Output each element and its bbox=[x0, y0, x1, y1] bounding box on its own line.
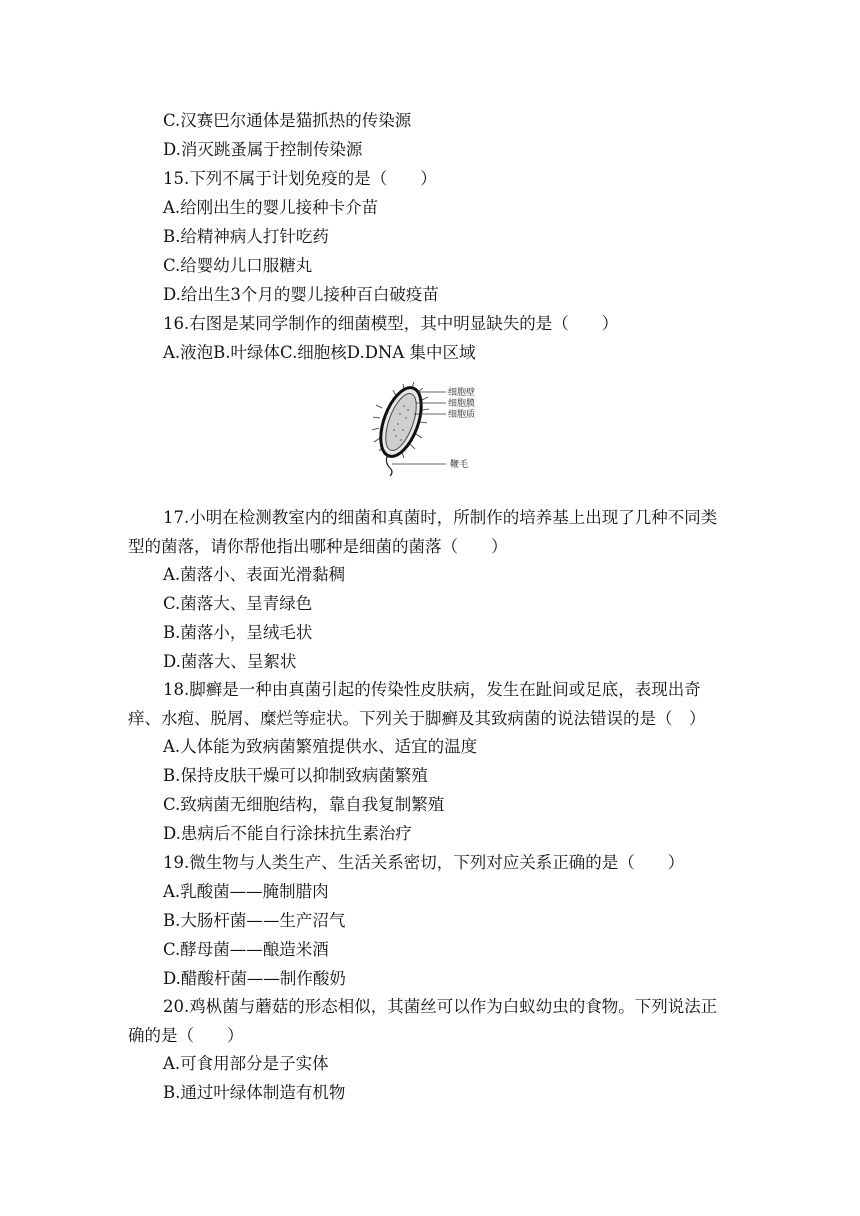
q18-stem: 18.脚癣是一种由真菌引起的传染性皮肤病，发生在趾间或足底，表现出奇痒、水疱、脱屑、糜烂等症状。下列关于脚癣及其致病菌的说法错误的是（ ） bbox=[128, 680, 706, 728]
q20-option-a: A.可食用部分是子实体 bbox=[163, 1054, 329, 1073]
q15-option-c: C.给婴幼儿口服糖丸 bbox=[163, 256, 313, 275]
label-cytoplasm: 细胞质 bbox=[448, 410, 476, 420]
q15-option-b: B.给精神病人打针吃药 bbox=[163, 227, 329, 246]
q17-option-4: D.菌落大、呈絮状 bbox=[163, 652, 297, 671]
q18-option-b: B.保持皮肤干燥可以抑制致病菌繁殖 bbox=[163, 766, 428, 785]
q20-option-b: B.通过叶绿体制造有机物 bbox=[163, 1083, 346, 1102]
q17-option-1: A.菌落小、表面光滑黏稠 bbox=[163, 565, 346, 584]
q19-option-b: B.大肠杆菌——生产沼气 bbox=[163, 911, 346, 930]
q18-option-d: D.患病后不能自行涂抹抗生素治疗 bbox=[163, 824, 412, 843]
q15-option-a: A.给刚出生的婴儿接种卡介苗 bbox=[163, 198, 379, 217]
q18-option-a: A.人体能为致病菌繁殖提供水、适宜的温度 bbox=[163, 737, 478, 756]
q15-option-d: D.给出生3个月的婴儿接种百白破疫苗 bbox=[163, 285, 439, 304]
label-cell-membrane: 细胞膜 bbox=[448, 399, 476, 409]
q20-stem: 20.鸡枞菌与蘑菇的形态相似，其菌丝可以作为白蚁幼虫的食物。下列说法正确的是（ ） bbox=[128, 997, 718, 1045]
label-cell-wall: 细胞壁 bbox=[448, 388, 476, 398]
bacterium-model-figure bbox=[360, 378, 500, 478]
q19-option-a: A.乳酸菌——腌制腊肉 bbox=[163, 882, 329, 901]
q17-stem: 17.小明在检测教室内的细菌和真菌时，所制作的培养基上出现了几种不同类型的菌落，请你帮他指出哪种是细菌的菌落（ ） bbox=[128, 508, 718, 556]
q19-stem: 19.微生物与人类生产、生活关系密切，下列对应关系正确的是（ ） bbox=[163, 853, 685, 872]
q17-option-2: C.菌落大、呈青绿色 bbox=[163, 594, 313, 613]
q15-stem: 15.下列不属于计划免疫的是（ ） bbox=[163, 169, 437, 188]
q16-options: A.液泡B.叶绿体C.细胞核D.DNA 集中区域 bbox=[163, 343, 476, 362]
q14-option-d: D.消灭跳蚤属于控制传染源 bbox=[163, 140, 363, 159]
q19-option-d: D.醋酸杆菌——制作酸奶 bbox=[163, 969, 346, 988]
q14-option-c: C.汉赛巴尔通体是猫抓热的传染源 bbox=[163, 111, 412, 130]
q18-option-c: C.致病菌无细胞结构，靠自我复制繁殖 bbox=[163, 795, 445, 814]
q16-stem: 16.右图是某同学制作的细菌模型，其中明显缺失的是（ ） bbox=[163, 314, 619, 333]
label-flagellum: 鞭毛 bbox=[450, 460, 469, 470]
q17-option-3: B.菌落小，呈绒毛状 bbox=[163, 623, 313, 642]
q19-option-c: C.酵母菌——酿造米酒 bbox=[163, 940, 329, 959]
